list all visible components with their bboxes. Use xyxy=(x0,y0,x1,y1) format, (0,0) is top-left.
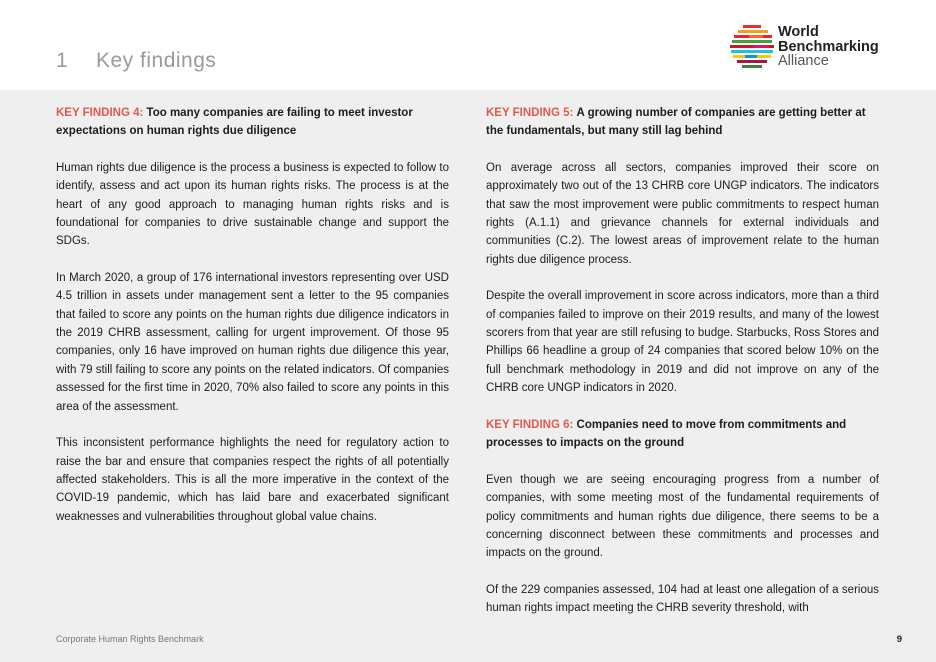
key-finding-5-label: KEY FINDING 5: xyxy=(486,107,574,119)
logo-line-world: World xyxy=(778,24,819,40)
body-paragraph: Human rights due diligence is the process a business is expected to follow to identify, assess and act upon its human rights risks. The process is at the heart of any good approach to managing human rights risks and is foundational for companies to drive sustainable change and support the SDGs. xyxy=(56,162,449,248)
left-column xyxy=(56,104,449,544)
logo-line-benchmarking: Benchmarking xyxy=(778,38,879,55)
body-paragraph: Even though we are seeing encouraging progress from a number of companies, with some meeting most of the fundamental requirements of policy commitments and human rights due diligence, there seems to be a concerning disconnect between these commitments and processes and impacts on the ground. xyxy=(486,473,879,560)
right-column xyxy=(486,104,879,636)
footer-publication-title: Corporate Human Rights Benchmark xyxy=(56,634,204,644)
key-finding-4-title: Too many companies are failing to meet investor expectations on human rights due diligence xyxy=(56,107,413,138)
body-paragraph: This inconsistent performance highlights the need for regulatory action to raise the bar and ensure that companies respect the rights of all potentially affected stakeholders. This is all the more imperative in the context of the COVID-19 pandemic, which has laid bare and exacerbated significant weaknesses and vulnerabilities throughout global value chains. xyxy=(56,437,449,523)
body-paragraph: Despite the overall improvement in score across indicators, more than a third of companies failed to improve on their 2019 results, and many of the lowest scorers from that year are still refusing to budge. Starbucks, Ross Stores and Phillips 66 headline a group of 24 companies that scored below 10% on the full benchmark methodology in 2019 and did not improve on any of the CHRB core UNGP indicators in 2020. xyxy=(486,290,879,395)
body-paragraph: In March 2020, a group of 176 international investors representing over USD 4.5 trillion in assets under management sent a letter to the 95 companies that failed to score any points on the human rights due diligence indicators in the 2019 CHRB assessment, calling for urgent improvement. Of those 95 companies, only 16 have improved on human rights due diligence this year, with 79 still failing to score any points on the related indicators. Of companies assessed for the first time in 2020, 70% also failed to score any points in this area of the assessment. xyxy=(56,272,449,413)
key-finding-4-label: KEY FINDING 4: xyxy=(56,107,144,119)
chapter-heading xyxy=(56,49,216,73)
page-number: 9 xyxy=(896,634,902,645)
wba-striped-globe-icon xyxy=(729,23,775,71)
key-finding-5-title: A growing number of companies are getting better at the fundamentals, but many still lag behind xyxy=(486,107,866,138)
body-paragraph: On average across all sectors, companies improved their score on approximately two out of the 13 CHRB core UNGP indicators. The indicators that saw the most improvement were public commitments to respect human rights (A.1.1) and grievance channels for external individuals and communities (C.2). The lowest areas of improvement relate to the human rights due diligence process. xyxy=(486,162,879,266)
page-header xyxy=(0,0,936,90)
wba-logo xyxy=(729,23,889,73)
key-finding-6-label: KEY FINDING 6: xyxy=(486,418,574,431)
chapter-number: 1 xyxy=(56,49,69,72)
logo-line-alliance: Alliance xyxy=(778,53,829,69)
key-finding-6-title: Companies need to move from commitments and processes to impacts on the ground xyxy=(486,418,847,450)
key-finding-6-heading xyxy=(486,416,879,453)
body-paragraph: Of the 229 companies assessed, 104 had at least one allegation of a serious human rights impact meeting the CHRB severity threshold, with xyxy=(486,583,879,615)
chapter-title: Key findings xyxy=(96,49,217,72)
logo-wordmark xyxy=(778,25,879,69)
key-finding-5-heading xyxy=(486,104,879,141)
key-finding-4-heading xyxy=(56,104,449,141)
